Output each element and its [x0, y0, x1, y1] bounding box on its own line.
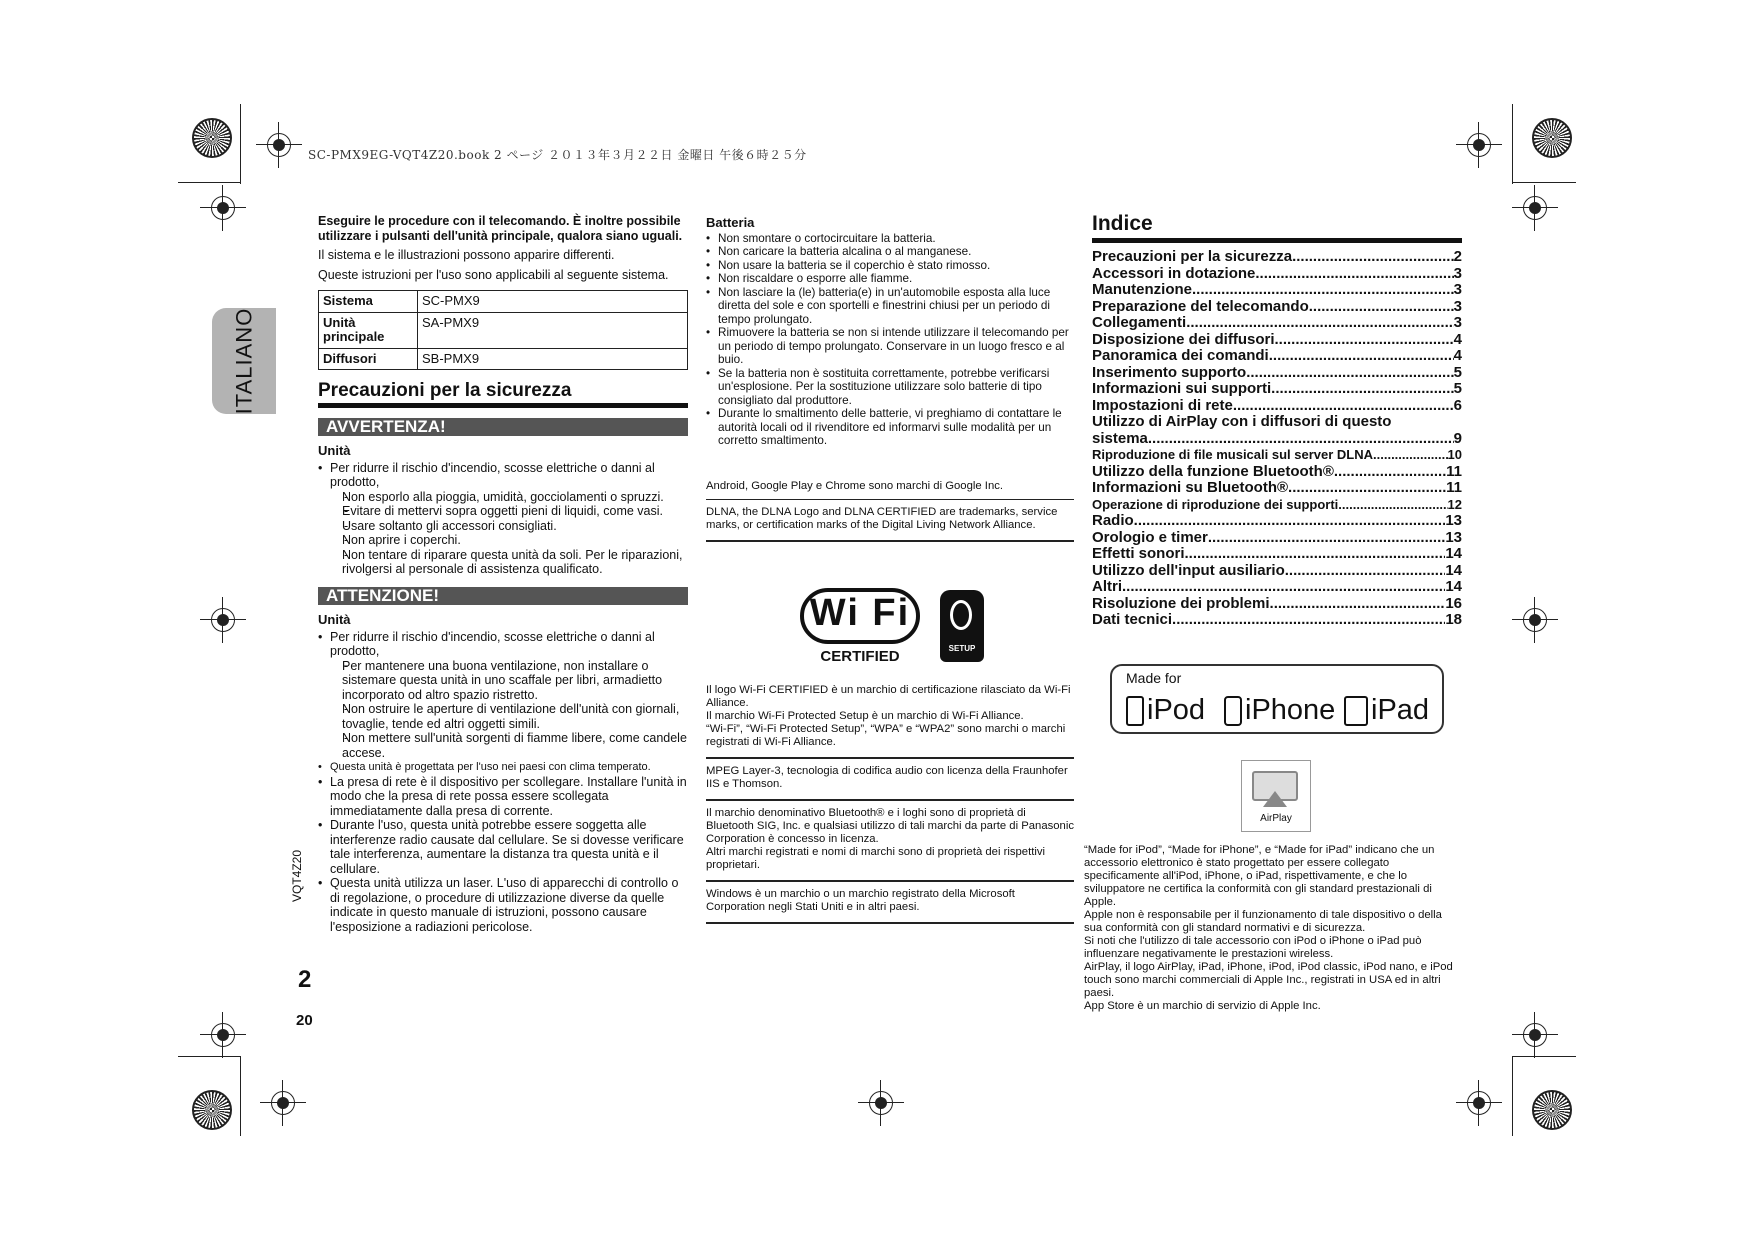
caution-subtitle: Unità [318, 612, 351, 627]
page-number-secondary: 20 [296, 1012, 313, 1029]
section-title: Precauzioni per la sicurezza [318, 384, 688, 408]
warning-list [318, 461, 688, 577]
warning-bar: AVVERTENZA! [318, 418, 688, 437]
toc-item[interactable]: Utilizzo della funzione Bluetooth® ..... 11 [1092, 464, 1462, 481]
list-item: • Per ridurre il rischio d'incendio, scosse elettriche o danni al prodotto, - Non esporlo alla pioggia, umidità, gocciolamenti o spruzzi. - Evitare di mettervi sopra oggetti pieni di liquidi, come vasi. - Usare soltanto gli accessori consigliati. - Non aprire i coperchi. - Non tentare di riparare questa unità da soli. Per le riparazioni, rivolgersi al personale di assistenza qualificato. [318, 461, 688, 577]
mpeg-note: MPEG Layer-3, tecnologia di codifica audio con licenza della Fraunhofer IIS e Thomson. [706, 764, 1068, 790]
toc-item[interactable]: Orologio e timer ..... 13 [1092, 530, 1462, 547]
battery-title: Batteria [706, 215, 755, 230]
apple-note: Apple non è responsabile per il funzionamento di tale dispositivo o della sua conformità con gli standard normativi e di sicurezza. [1084, 909, 1442, 934]
list-item: - Non tentare di riparare questa unità da soli. Per le riparazioni, rivolgersi al personale di assistenza qualificato. [330, 548, 688, 577]
trim-line [178, 182, 240, 183]
ipad-icon [1344, 696, 1368, 726]
trim-line [1512, 1056, 1576, 1057]
language-tab-label: ITALIANO [231, 307, 256, 415]
toc-item[interactable]: Panoramica dei comandi ..... 4 [1092, 348, 1462, 365]
list-item: - Non esporlo alla pioggia, umidità, gocciolamenti o spruzzi. [330, 490, 688, 505]
toc-item[interactable]: Operazione di riproduzione dei supporti ..... 12 [1092, 497, 1462, 514]
android-note: Android, Google Play e Chrome sono marchi di Google Inc. [706, 479, 1004, 492]
list-item: • Questa unità è progettata per l'uso nei paesi con clima temperato. [318, 760, 688, 775]
list-item: • Non caricare la batteria alcalina o al manganese. [706, 245, 1074, 259]
toc-item[interactable]: Utilizzo dell'input ausiliario ..... 14 [1092, 563, 1462, 580]
iphone-icon [1224, 696, 1242, 726]
toc-item[interactable]: Collegamenti ..... 3 [1092, 315, 1462, 332]
made-for-ipod-logo: Made for iPod iPhone iPad [1110, 664, 1444, 734]
toc-item[interactable]: Preparazione del telecomando ..... 3 [1092, 299, 1462, 316]
crosshair-icon [1520, 193, 1550, 223]
list-item: • Non smontare o cortocircuitare la batteria. [706, 232, 1074, 246]
toc-item[interactable]: Informazioni sui supporti ..... 5 [1092, 381, 1462, 398]
toc-item[interactable]: Riproduzione di file musicali sul server DLNA ..... 10 [1092, 447, 1462, 464]
list-item: - Usare soltanto gli accessori consigliati. [330, 519, 688, 534]
crosshair-icon [264, 130, 294, 160]
list-item: - Non aprire i coperchi. [330, 533, 688, 548]
battery-list [706, 232, 1074, 448]
list-item: • Durante lo smaltimento delle batterie, vi preghiamo di contattare le autorità locali od il rivenditore ed informarvi sulle modalità per un corretto smaltimento. [706, 407, 1074, 448]
dlna-note: DLNA, the DLNA Logo and DLNA CERTIFIED are trademarks, service marks, or certification marks of the Digital Living Network Alliance. [706, 505, 1058, 531]
bluetooth-note-2: Altri marchi registrati e nomi di marchi sono di proprietà dei rispettivi proprietari. [706, 845, 1046, 871]
toc-item[interactable]: sistema ..... 9 [1092, 431, 1462, 448]
apple-note: App Store è un marchio di servizio di Apple Inc. [1084, 1000, 1321, 1012]
wifi-note: Il logo Wi-Fi CERTIFIED è un marchio di certificazione rilasciato da Wi-Fi Alliance. [706, 683, 1071, 709]
crosshair-icon [1520, 605, 1550, 635]
list-item: • Non lasciare la (le) batteria(e) in un'automobile esposta alla luce diretta del sole e con sportelli e finestrini chiusi per un periodo di tempo prolungato. [706, 286, 1074, 327]
toc-item[interactable]: Informazioni su Bluetooth® ..... 11 [1092, 480, 1462, 497]
left-column [318, 214, 688, 938]
wifi-certified-logo: Wi Fi CERTIFIED [800, 588, 922, 666]
list-item: • Per ridurre il rischio d'incendio, scosse elettriche o danni al prodotto, - Per mantenere una buona ventilazione, non installare o sistemare questa unità in uno scaffale per libri, armadietto incorporato od altro spazio ristretto. - Non ostruire le aperture di ventilazione dell'unità con giornali, tovaglie, tende ed altri oggetti simili. - Non mettere sull'unità sorgenti di fiamme libere, come candele accese. [318, 630, 688, 761]
list-item: • Non riscaldare o esporre alle fiamme. [706, 272, 1074, 286]
list-item: • Non usare la batteria se il coperchio è stato rimosso. [706, 259, 1074, 273]
wifi-protected-setup-logo: SETUP [940, 590, 984, 662]
list-item: • Questa unità utilizza un laser. L'uso di apparecchi di controllo o di regolazione, o procedure di utilizzazione diverse da quelle indicate in questo manuale di istruzioni, possono causare l'esposizione a radiazioni pericolose. [318, 876, 688, 934]
bluetooth-note: Il marchio denominativo Bluetooth® e i loghi sono di proprietà di Bluetooth SIG, Inc. e qualsiasi utilizzo di tali marchi da parte di Panasonic Corporation è concesso in licenza. [706, 806, 1074, 845]
toc-item[interactable]: Accessori in dotazione ..... 3 [1092, 266, 1462, 283]
crosshair-icon [208, 605, 238, 635]
wifi-trademark-note: “Wi-Fi”, “Wi-Fi Protected Setup”, “WPA” e “WPA2” sono marchi o marchi registrati di Wi-Fi Alliance. [706, 722, 1066, 748]
intro-line: Il sistema e le illustrazioni possono apparire differenti. [318, 248, 615, 262]
list-item: • Rimuovere la batteria se non si intende utilizzare il telecomando per un periodo di tempo prolungato. Conservare in un luogo fresco e al buio. [706, 326, 1074, 367]
warning-subtitle: Unità [318, 443, 351, 458]
crosshair-icon [268, 1088, 298, 1118]
list-item: - Per mantenere una buona ventilazione, non installare o sistemare questa unità in uno scaffale per libri, armadietto incorporato od altro spazio ristretto. [330, 659, 688, 703]
list-item: • La presa di rete è il dispositivo per scollegare. Installare l'unità in modo che la presa di rete possa essere scollegata immediatamente dalla presa di corrente. [318, 775, 688, 819]
list-item: • Durante l'uso, questa unità potrebbe essere soggetta alle interferenze radio causate dal cellulare. Se si dovesse verificare tale interferenza, aumentare la distanza tra questa unità e il cellulare. [318, 818, 688, 876]
toc-item[interactable]: Disposizione dei diffusori ..... 4 [1092, 332, 1462, 349]
middle-column [706, 216, 1074, 930]
list-item: - Evitare di mettervi sopra oggetti pieni di liquidi, come vasi. [330, 504, 688, 519]
crosshair-icon [866, 1088, 896, 1118]
trim-line [178, 1056, 240, 1057]
registration-rosette-icon [1532, 118, 1572, 158]
index-title: Indice [1092, 212, 1462, 243]
right-column [1092, 212, 1462, 629]
caution-list [318, 630, 688, 935]
toc-item[interactable]: Dati tecnici ..... 18 [1092, 612, 1462, 629]
wps-note: Il marchio Wi-Fi Protected Setup è un marchio di Wi-Fi Alliance. [706, 709, 1024, 722]
page-number: 2 [298, 966, 312, 993]
toc-item[interactable]: Effetti sonori ..... 14 [1092, 546, 1462, 563]
apple-note: AirPlay, il logo AirPlay, iPad, iPhone, iPod, iPod classic, iPod nano, e iPod touch sono marchi commerciali di Apple Inc., registrati in USA ed in altri paesi. [1084, 961, 1453, 999]
list-item: • Se la batteria non è sostituita correttamente, potrebbe verificarsi un'esplosione. Per la sostituzione utilizzare solo batterie di tipo consigliato dal produttore. [706, 367, 1074, 408]
apple-note: “Made for iPod”, “Made for iPhone”, e “Made for iPad” indicano che un accessorio elettronico è stato progettato per essere collegato specificamente all'iPod, iPhone, o iPad, rispettivamente, e che lo sviluppatore ne certifica la conformità con gli standard prestazionali di Apple. [1084, 844, 1435, 908]
toc-item[interactable]: Inserimento supporto ..... 5 [1092, 365, 1462, 382]
crosshair-icon [208, 1020, 238, 1050]
print-header: SC-PMX9EG-VQT4Z20.book 2 ページ ２０１３年３月２２日 金曜日 午後６時２５分 [308, 148, 807, 162]
apple-notes [1084, 844, 1454, 1013]
crosshair-icon [208, 193, 238, 223]
registration-rosette-icon [1532, 1090, 1572, 1130]
table-row: Sistema SC-PMX9 [319, 291, 688, 313]
crosshair-icon [1464, 130, 1494, 160]
airplay-logo: AirPlay [1241, 760, 1311, 832]
registration-rosette-icon [192, 1090, 232, 1130]
trim-line [240, 1056, 241, 1136]
doc-code: VQT4Z20 [290, 849, 304, 902]
crosshair-icon [1520, 1020, 1550, 1050]
toc-item[interactable]: Risoluzione dei problemi ..... 16 [1092, 596, 1462, 613]
table-of-contents [1092, 249, 1462, 629]
trim-line [1512, 104, 1513, 184]
caution-bar: ATTENZIONE! [318, 587, 688, 606]
crosshair-icon [1464, 1088, 1494, 1118]
trim-line [1512, 182, 1576, 183]
toc-item[interactable]: Radio ..... 13 [1092, 513, 1462, 530]
trim-line [1512, 1056, 1513, 1136]
system-table [318, 290, 688, 370]
table-row: Unità principale SA-PMX9 [319, 312, 688, 348]
toc-item[interactable]: Altri ..... 14 [1092, 579, 1462, 596]
registration-rosette-icon [192, 118, 232, 158]
intro-line: Queste istruzioni per l'uso sono applicabili al seguente sistema. [318, 267, 669, 282]
toc-item[interactable]: Utilizzo di AirPlay con i diffusori di questo [1092, 414, 1392, 430]
table-row: Diffusori SB-PMX9 [319, 348, 688, 370]
windows-note: Windows è un marchio o un marchio registrato della Microsoft Corporation negli Stati Uniti e in altri paesi. [706, 887, 1015, 913]
trim-line [240, 104, 241, 184]
list-item: - Non ostruire le aperture di ventilazione dell'unità con giornali, tovaglie, tende ed altri oggetti simili. [330, 702, 688, 731]
intro-bold: Eseguire le procedure con il telecomando. È inoltre possibile utilizzare i pulsanti dell'unità principale, qualora siano uguali. [318, 214, 683, 243]
list-item: - Non mettere sull'unità sorgenti di fiamme libere, come candele accese. [330, 731, 688, 760]
toc-item[interactable]: Manutenzione ..... 3 [1092, 282, 1462, 299]
toc-item[interactable]: Precauzioni per la sicurezza ..... 2 [1092, 249, 1462, 266]
apple-note: Si noti che l'utilizzo di tale accessorio con iPod o iPhone o iPad può influenzare negativamente le prestazioni wireless. [1084, 935, 1422, 960]
toc-item[interactable]: Impostazioni di rete ..... 6 [1092, 398, 1462, 415]
ipod-icon [1126, 696, 1144, 726]
